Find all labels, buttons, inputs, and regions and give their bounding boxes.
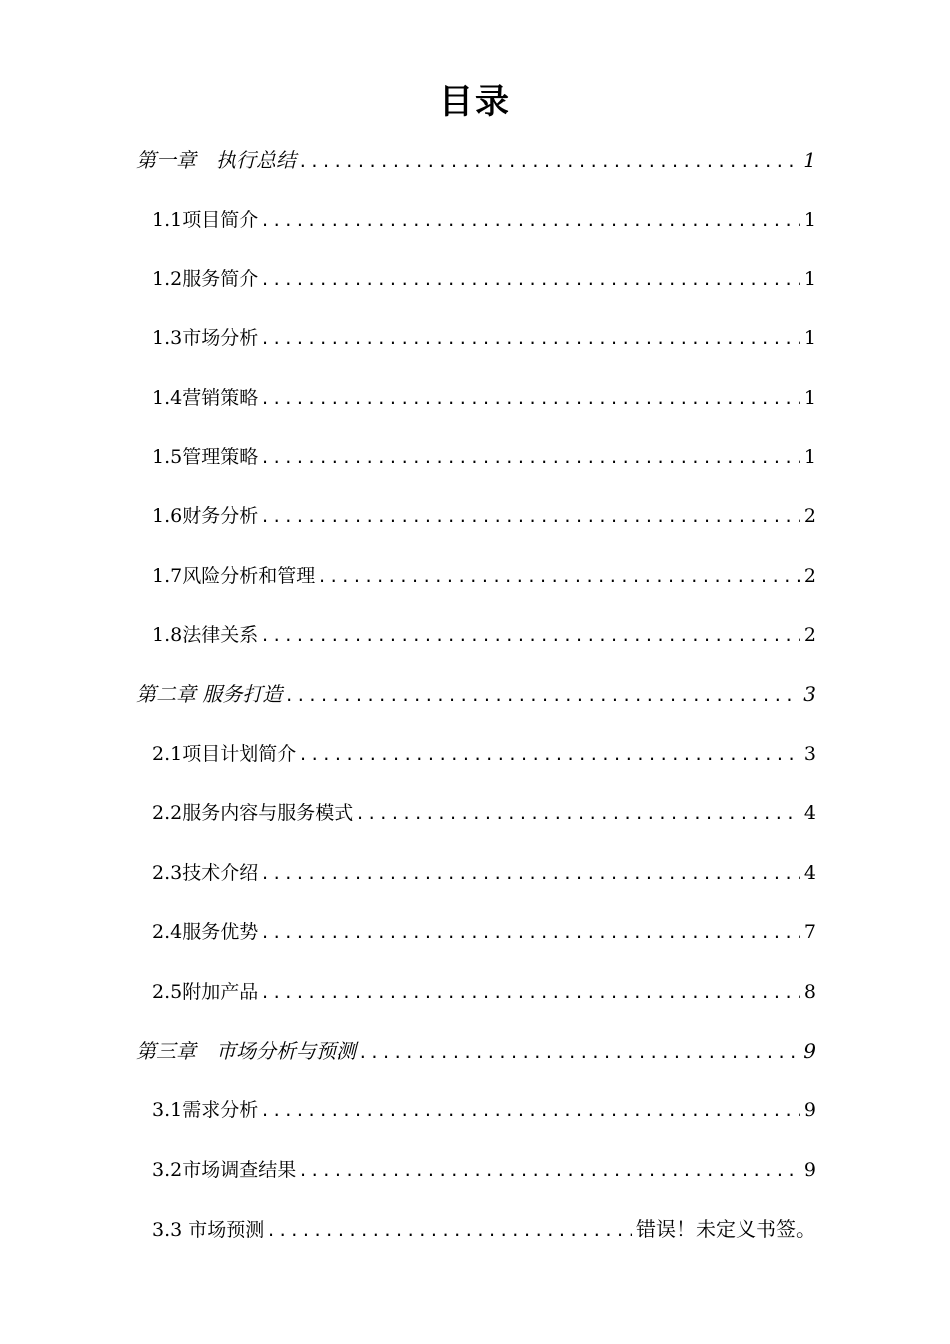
toc-entry-label: 第二章 服务打造 <box>136 682 283 706</box>
toc-section-2-5[interactable] <box>152 977 816 1007</box>
toc-page-number: 2 <box>803 565 816 587</box>
toc-page-number: 7 <box>803 921 816 943</box>
toc-section-3-2[interactable] <box>152 1155 816 1185</box>
toc-dot-leader <box>260 859 800 889</box>
toc-entry-label: 1.6财务分析 <box>152 505 259 527</box>
toc-page-number: 4 <box>803 802 816 824</box>
toc-entry-label: 第一章 执行总结 <box>136 148 296 172</box>
toc-chapter-3[interactable] <box>136 1036 816 1066</box>
toc-dot-leader <box>298 740 800 770</box>
toc-page-number: 2 <box>803 505 816 527</box>
toc-dot-leader <box>260 265 800 295</box>
toc-entry-label: 2.3技术介绍 <box>152 862 259 884</box>
toc-entry-label: 3.2市场调查结果 <box>152 1159 297 1181</box>
toc-dot-leader <box>266 1216 632 1246</box>
toc-entry-label: 1.5管理策略 <box>152 446 259 468</box>
toc-entry-label: 1.3市场分析 <box>152 327 259 349</box>
toc-section-3-1[interactable] <box>152 1095 816 1125</box>
toc-chapter-2[interactable] <box>136 679 816 709</box>
toc-entry-label: 第三章 市场分析与预测 <box>136 1039 356 1063</box>
toc-dot-leader <box>284 681 799 711</box>
toc-page-number: 3 <box>803 743 816 765</box>
toc-page-number: 3 <box>803 682 816 706</box>
toc-section-3-3[interactable] <box>152 1214 816 1244</box>
toc-entry-label: 1.8法律关系 <box>152 624 259 646</box>
toc-chapter-1[interactable] <box>136 145 816 175</box>
toc-section-2-1[interactable] <box>152 739 816 769</box>
toc-dot-leader <box>355 799 800 829</box>
toc-dot-leader <box>260 384 800 414</box>
toc-section-2-2[interactable] <box>152 798 816 828</box>
toc-page-number: 4 <box>803 862 816 884</box>
toc-page-number: 1 <box>803 327 816 349</box>
toc-dot-leader <box>260 1096 800 1126</box>
toc-section-2-3[interactable] <box>152 858 816 888</box>
toc-entry-label: 1.4营销策略 <box>152 387 259 409</box>
toc-page-number: 9 <box>803 1039 816 1063</box>
toc-page-number: 1 <box>803 446 816 468</box>
toc-section-1-2[interactable] <box>152 264 816 294</box>
toc-entry-label: 2.1项目计划简介 <box>152 743 297 765</box>
toc-page-number: 1 <box>803 387 816 409</box>
toc-dot-leader <box>358 1038 799 1068</box>
toc-entry-label: 1.2服务简介 <box>152 268 259 290</box>
toc-dot-leader <box>260 621 800 651</box>
toc-entry-label: 2.5附加产品 <box>152 981 259 1003</box>
toc-page-number: 9 <box>803 1159 816 1181</box>
toc-page-number: 9 <box>803 1099 816 1121</box>
toc-section-2-4[interactable] <box>152 917 816 947</box>
toc-entry-label: 3.1需求分析 <box>152 1099 259 1121</box>
toc-dot-leader <box>260 502 800 532</box>
toc-dot-leader <box>260 324 800 354</box>
toc-entry-label: 1.7风险分析和管理 <box>152 565 316 587</box>
page-title: 目录 <box>439 82 511 122</box>
toc-page-number: 2 <box>803 624 816 646</box>
toc-page-number: 8 <box>803 981 816 1003</box>
toc-entry-label: 3.3 市场预测 <box>152 1219 265 1241</box>
toc-section-1-6[interactable] <box>152 501 816 531</box>
toc-dot-leader <box>260 918 800 948</box>
toc-page-number: 1 <box>803 209 816 231</box>
toc-entry-label: 1.1项目简介 <box>152 209 259 231</box>
toc-dot-leader <box>260 978 800 1008</box>
toc-page-number: 1 <box>803 268 816 290</box>
toc-dot-leader <box>260 443 800 473</box>
toc-page-number: 1 <box>803 148 816 172</box>
toc-section-1-1[interactable] <box>152 205 816 235</box>
toc-dot-leader <box>317 562 800 592</box>
toc-entry-label: 2.4服务优势 <box>152 921 259 943</box>
toc-section-1-3[interactable] <box>152 323 816 353</box>
toc-dot-leader <box>260 206 800 236</box>
toc-entry-label: 2.2服务内容与服务模式 <box>152 802 354 824</box>
toc-section-1-4[interactable] <box>152 383 816 413</box>
toc-bookmark-error: 错误！未定义书签。 <box>636 1217 816 1241</box>
toc-dot-leader <box>298 147 799 177</box>
toc-section-1-8[interactable] <box>152 620 816 650</box>
toc-section-1-5[interactable] <box>152 442 816 472</box>
toc-dot-leader <box>298 1156 800 1186</box>
toc-section-1-7[interactable] <box>152 561 816 591</box>
